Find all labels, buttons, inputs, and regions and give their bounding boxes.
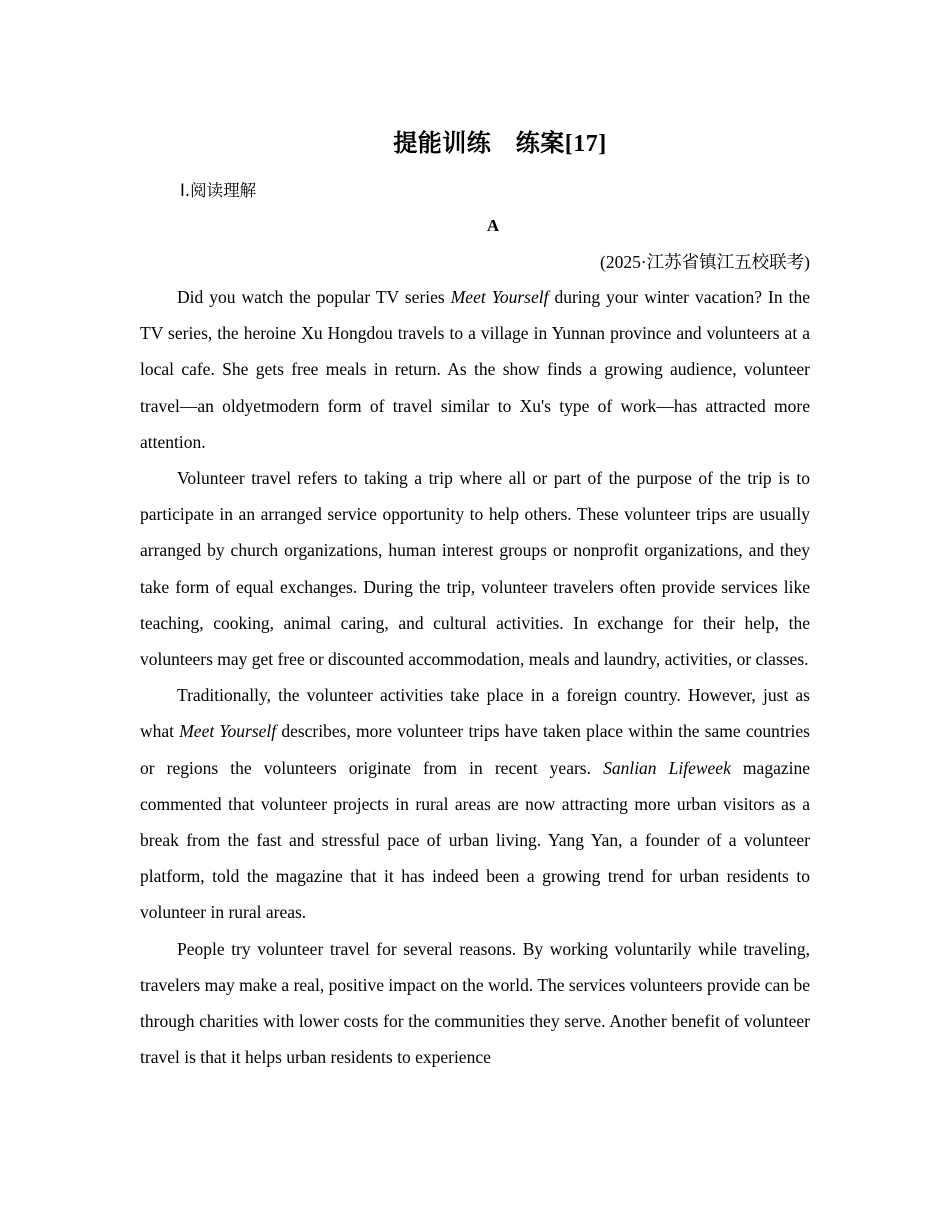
paragraph-1	[140, 279, 810, 460]
text-segment: describes, more volunteer trips have taken place within the same countries or regions the volunteers originate from in recent years.	[140, 721, 810, 778]
text-segment: during your winter vacation? In the TV series, the heroine Xu Hongdou travels to a village in Yunnan province and volunteers at a local cafe. She gets free meals in return. As the show finds a growing audience, volunteer travel—an oldyetmodern form of travel similar to Xu's type of work—has attracted more attention.	[140, 287, 810, 452]
page-title: 提能训练 练案[17]	[393, 131, 607, 157]
text-segment: magazine commented that volunteer projects in rural areas are now attracting more urban visitors as a break from the fast and stressful pace of urban living. Yang Yan, a founder of a volunteer platform, told the magazine that it has indeed been a growing trend for urban residents to volunteer in rural areas.	[140, 757, 810, 923]
magazine-title: Sanlian Lifeweek	[603, 757, 731, 778]
paragraph-2	[140, 460, 810, 677]
section-heading: Ⅰ.阅读理解	[180, 181, 257, 200]
series-title: Meet Yourself	[179, 721, 277, 742]
text-segment: Traditionally, the volunteer activities take place in a foreign country. However, just as what	[140, 685, 810, 742]
document-page	[140, 124, 810, 1075]
paragraph-4	[140, 931, 810, 1076]
text-segment: People try volunteer travel for several reasons. By working voluntarily while traveling, travelers may make a real, positive impact on the world. The services volunteers provide can be through charities with lower costs for the communities they serve. Another benefit of volunteer travel is that it helps urban residents to experience	[140, 938, 810, 1068]
text-segment: Volunteer travel refers to taking a trip where all or part of the purpose of the trip is to participate in an arranged service opportunity to help others. These volunteer trips are usually arranged by church organizations, human interest groups or nonprofit organizations, and they take form of equal exchanges. During the trip, volunteer travelers often provide services like teaching, cooking, animal caring, and cultural activities. In exchange for their help, the volunteers may get free or discounted accommodation, meals and laundry, activities, or classes.	[140, 468, 810, 670]
passage-label: A	[486, 216, 500, 235]
series-title: Meet Yourself	[450, 287, 549, 307]
paragraph-3	[140, 677, 810, 930]
passage-source: (2025·江苏省镇江五校联考)	[600, 252, 810, 272]
text-segment: Did you watch the popular TV series	[177, 287, 451, 307]
